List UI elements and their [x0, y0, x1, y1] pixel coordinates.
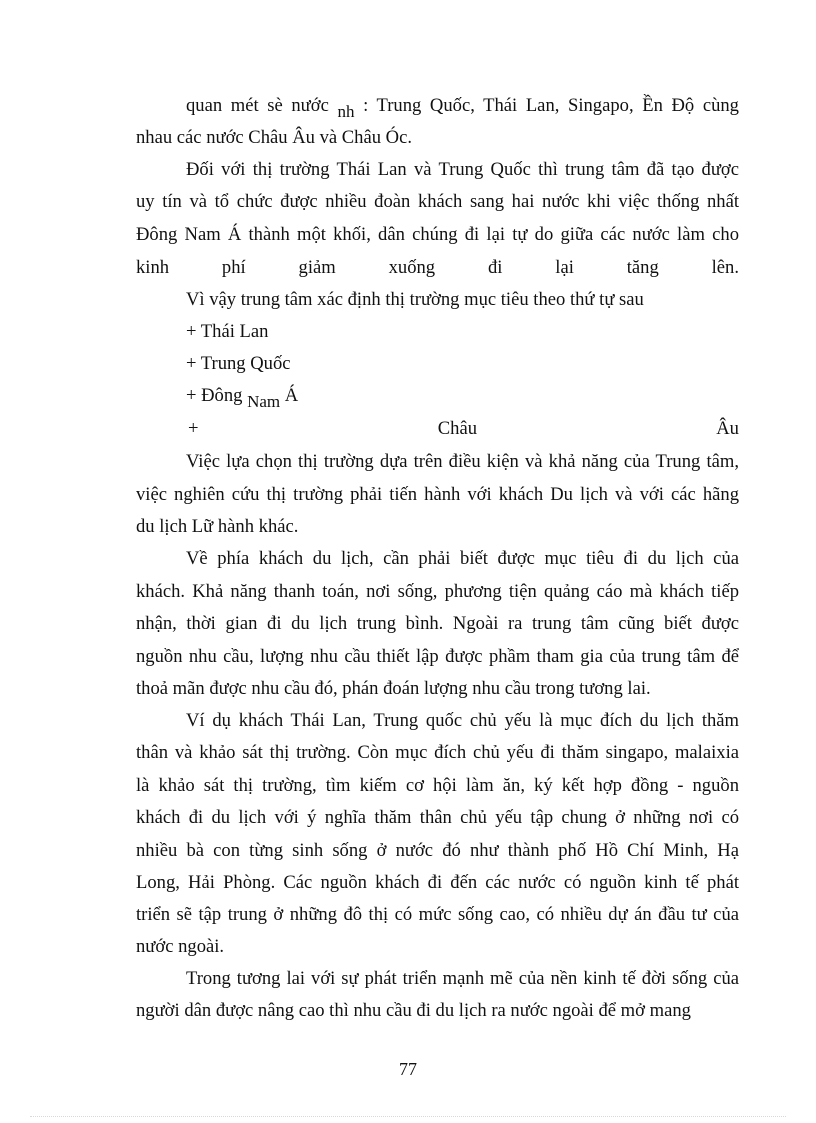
list-item-chau-au — [188, 413, 739, 445]
paragraph-line: thoả mãn được nhu cầu đó, phán đoán lượng nhu cầu trong tương lai. — [136, 678, 651, 699]
paragraph-line: việc nghiên cứu thị trường phải tiến hành với khách Du lịch và với các hãng — [136, 484, 739, 505]
paragraph-line: kinh phí giảm xuống đi lại tăng lên. — [136, 257, 739, 278]
text-line-1 — [186, 90, 739, 122]
list-item-thai-lan: + Thái Lan — [186, 321, 269, 342]
paragraph-line: du lịch Lữ hành khác. — [136, 516, 299, 537]
paragraph-line: nhiều bà con từng sinh sống ở nước đó như thành phố Hồ Chí Minh, Hạ — [136, 840, 739, 861]
paragraph-line: Đông Nam Á thành một khối, dân chúng đi lại tự do giữa các nước làm cho — [136, 224, 739, 245]
text-segment: quan mét sè nước — [186, 95, 338, 116]
paragraph-line: nhận, thời gian đi du lịch trung bình. Ngoài ra trung tâm cũng biết được — [136, 613, 739, 634]
paragraph-line: Trong tương lai với sự phát triển mạnh mẽ của nền kinh tế đời sống của — [186, 968, 739, 989]
paragraph-line: triển sẽ tập trung ở những đô thị có mức sống cao, có nhiều dự án đầu tư của — [136, 904, 739, 925]
plus-sign: + — [188, 418, 199, 439]
paragraph-line: Việc lựa chọn thị trường dựa trên điều kiện và khả năng của Trung tâm, — [186, 451, 739, 472]
paragraph-line: thân và khảo sát thị trường. Còn mục đích chủ yếu đi thăm singapo, malaixia — [136, 742, 739, 763]
list-item-dong-nam-a — [186, 380, 739, 412]
text-segment: Âu — [716, 418, 739, 439]
paragraph-line: nguồn nhu cầu, lượng nhu cầu thiết lập được phầm tham gia của trung tâm để — [136, 646, 739, 667]
text-segment: Châu — [437, 418, 477, 439]
paragraph-line: Vì vậy trung tâm xác định thị trường mục tiêu theo thứ tự sau — [186, 289, 644, 310]
paragraph-line: nước ngoài. — [136, 936, 225, 957]
page-number: 77 — [399, 1059, 417, 1079]
text-segment: : Trung Quốc, Thái Lan, Singapo, Ền Độ cùng — [354, 95, 739, 116]
subscript-text: Nam — [247, 392, 281, 411]
paragraph-line: khách. Khả năng thanh toán, nơi sống, phương tiện quảng cáo mà khách tiếp — [136, 581, 739, 602]
paragraph-line: người dân được nâng cao thì nhu cầu đi du lịch ra nước ngoài để mở mang — [136, 1000, 691, 1021]
paragraph-line: Về phía khách du lịch, cần phải biết được mục tiêu đi du lịch của — [186, 548, 739, 569]
list-item-trung-quoc: + Trung Quốc — [186, 353, 291, 374]
text-line-2: nhau các nước Châu Âu và Châu Óc. — [136, 127, 413, 148]
paragraph-line: là khảo sát thị trường, tìm kiếm cơ hội làm ăn, ký kết hợp đồng - nguồn — [136, 775, 739, 796]
page-bottom-divider — [30, 1116, 786, 1117]
paragraph-line: Long, Hải Phòng. Các nguồn khách đi đến các nước có nguồn kinh tế phát — [136, 872, 739, 893]
subscript-text: nh — [337, 102, 355, 121]
paragraph-line: khách đi du lịch với ý nghĩa thăm thân chủ yếu tập chung ở những nơi có — [136, 807, 739, 828]
text-segment: Á — [280, 385, 299, 406]
paragraph-line: uy tín và tổ chức được nhiều đoàn khách sang hai nước khi việc thống nhất — [136, 191, 739, 212]
paragraph-line: Đối với thị trường Thái Lan và Trung Quốc thì trung tâm đã tạo được — [186, 159, 739, 180]
text-segment: + Đông — [186, 385, 248, 406]
paragraph-line: Ví dụ khách Thái Lan, Trung quốc chủ yếu là mục đích du lịch thăm — [186, 710, 739, 731]
